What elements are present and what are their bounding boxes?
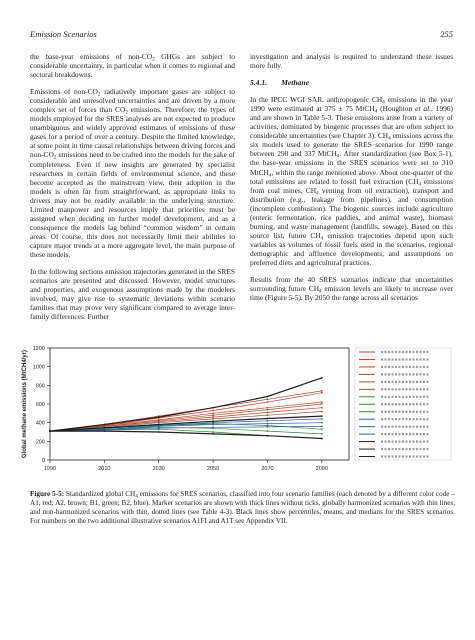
paragraph xyxy=(30,267,235,321)
subscript: 4 xyxy=(418,181,422,188)
text-run: . After standardization (see Box 5-1), the base-year emissions in the SRES scenarios were set to 310 MtCH xyxy=(250,149,453,177)
data-point xyxy=(267,430,269,432)
subscript: 4 xyxy=(382,99,385,106)
data-point xyxy=(267,423,269,425)
data-point xyxy=(321,390,323,392)
subscript: 2 xyxy=(125,109,128,116)
subscript: 4 xyxy=(135,493,138,500)
y-tick-label: 1200 xyxy=(32,346,45,352)
data-point xyxy=(267,414,269,416)
data-point xyxy=(321,418,323,420)
data-point xyxy=(267,418,269,420)
data-point xyxy=(212,420,214,422)
data-point xyxy=(103,427,105,429)
subscript: 4 xyxy=(374,108,378,115)
data-point xyxy=(49,430,51,432)
page-number: 255 xyxy=(440,29,453,39)
data-point xyxy=(212,418,214,420)
data-point xyxy=(321,403,323,405)
data-point xyxy=(321,392,323,394)
x-tick-label: 2050 xyxy=(206,466,220,472)
data-point xyxy=(267,409,269,411)
data-point xyxy=(267,420,269,422)
paragraph xyxy=(30,87,235,259)
data-point xyxy=(103,430,105,432)
data-point xyxy=(158,431,160,433)
text-run: emissions from coal mines, CH xyxy=(250,176,453,195)
y-tick-label: 1000 xyxy=(32,364,45,371)
caption-text: emissions for SRES scenarios, classified into four scenario families (each denoted by a different color code – A1, red; A2, brown; B1, green; B2, blue). Marker scenarios are shown with thick lines without ticks, globally harmonized scenarios with thin lines, and non-harmonized scenarios with thin, dotted lines (see Table 4-3). Black lines show percentiles, means, and medians for the SRES scenarios. For numbers on the two additional illustrative scenarios A1FI and A1T see Appendix VII. xyxy=(30,490,455,525)
data-point xyxy=(321,428,323,430)
data-point xyxy=(267,435,269,437)
data-point xyxy=(267,426,269,428)
x-tick-label: 1990 xyxy=(43,466,57,472)
data-point xyxy=(267,407,269,409)
text-run: (Houghton xyxy=(377,104,416,114)
data-point xyxy=(158,416,160,418)
data-point xyxy=(321,422,323,424)
y-tick-label: 600 xyxy=(35,402,45,408)
subscript: 4 xyxy=(319,288,322,295)
text-run: In the IPCC WGI SAR, anthropogenic CH xyxy=(250,95,383,105)
text-run: , within the range mentioned above. About one-quarter of the total emissions are related to fossil fuel extraction (CH xyxy=(250,167,453,186)
text-run-italic: et al. xyxy=(415,104,431,114)
paragraph xyxy=(250,95,453,267)
paragraph xyxy=(250,275,453,302)
data-point xyxy=(212,426,214,428)
text-run: radiatively important gases are subject to considerable and unresolved uncertainties and are driven by a more complex set of forces than CO xyxy=(30,87,235,115)
text-run: , 1996) and are shown in Table 5-3. These emissions arise from a variety of activities, dominated by biogenic processes that are often subject to considerable uncertainties (see Chapter 3). CH xyxy=(250,104,453,141)
data-point xyxy=(321,426,323,428)
subscript: 4 xyxy=(388,135,391,142)
data-point xyxy=(321,377,323,379)
data-point xyxy=(321,415,323,417)
x-tick-label: 2070 xyxy=(261,466,274,472)
running-title: Emission Scenarios xyxy=(30,29,97,39)
data-point xyxy=(321,411,323,413)
text-run: Emissions of non-CO xyxy=(30,87,98,97)
section-heading xyxy=(250,78,453,87)
data-point xyxy=(212,416,214,418)
section-title: Methane xyxy=(281,78,309,88)
data-point xyxy=(212,431,214,433)
chart-svg xyxy=(14,342,459,480)
data-point xyxy=(212,410,214,412)
data-point xyxy=(212,433,214,435)
methane-emissions-chart xyxy=(14,342,459,480)
data-point xyxy=(158,420,160,422)
text-run: emissions across the six models used to generate the SRES scenarios for 1990 range between 298 and 337 MtCH xyxy=(250,131,453,159)
data-point xyxy=(321,401,323,403)
data-point xyxy=(103,424,105,426)
y-tick-label: 0 xyxy=(41,458,45,464)
data-point xyxy=(321,407,323,409)
data-point xyxy=(212,414,214,416)
text-run: In the following sections emission trajectories generated in the SRES scenarios are presented and discussed. However, model structures and properties, and exogenous assumptions made by the modelers involved, may give rise to systematic deviations within scenario families that may prove very significant compared to average inter-family differences. Further xyxy=(30,267,235,322)
x-tick-label: 2090 xyxy=(315,466,328,472)
x-tick-label: 2010 xyxy=(98,466,111,472)
text-run: emissions need to be crafted into the models for the sake of completeness. Even if new insights are generated by specialist researchers in certain fields of environmental science, and these become accepted as the mainstream view, their adoption in the models is often far from straightforward, as appropriate links to drivers may not be readily available in the underlying structure. Limited manpower and resources imply that priorities must be assigned when deciding on further model development, and as a consequence the models lag behind “common wisdom” in certain areas. Of course, this does not necessarily limit their abilities to capture major trends at a more aggregate level, the main purpose of these models. xyxy=(30,150,235,259)
data-point xyxy=(212,424,214,426)
data-point xyxy=(267,412,269,414)
subscript: 4 xyxy=(336,153,340,160)
y-axis-label: Global methane emissions (MtCH4/yr) xyxy=(22,349,28,459)
series-line xyxy=(50,431,322,438)
paragraph xyxy=(30,52,235,79)
subscript: 4 xyxy=(268,172,272,179)
data-point xyxy=(212,407,214,409)
page-header xyxy=(30,29,453,41)
data-point xyxy=(321,433,323,435)
text-run: the base-year emissions of non-CO xyxy=(30,52,153,61)
data-point xyxy=(321,438,323,440)
y-tick-label: 200 xyxy=(35,439,45,446)
data-point xyxy=(212,412,214,414)
y-tick-label: 800 xyxy=(35,383,45,390)
text-run: Results from the 40 SRES scenarios indicate that uncertainties surrounding future CH xyxy=(250,275,453,294)
x-tick-label: 2030 xyxy=(152,466,165,472)
caption-label: Figure 5-5: xyxy=(30,490,65,498)
text-run: GHGs are subject to considerable uncertainty, in particular when it comes to regional and sectoral breakdowns. xyxy=(30,52,235,80)
text-run: investigation and analysis is required to understand these issues more fully. xyxy=(250,52,453,71)
data-point xyxy=(267,398,269,400)
subscript: 4 xyxy=(316,190,319,197)
paragraph xyxy=(250,52,453,70)
data-point xyxy=(158,424,160,426)
text-run: emission levels are likely to increase over time (Figure 5-5). By 2050 the range across all scenarios xyxy=(250,284,453,303)
text-run: emissions. Therefore, the types of models employed for the SRES analyses are not expected to produce unambiguous and widely approved estimates of emissions of these gases for a period of over a century. Despite the limited knowledge, at some point in time causal relationships between driving forces and non-CO xyxy=(30,105,235,160)
right-column xyxy=(250,52,453,310)
data-point xyxy=(158,427,160,429)
figure-caption xyxy=(30,490,455,526)
subscript: 2 xyxy=(152,56,155,63)
text-run: venting from oil extraction), transport and distribution (e.g., leakage from pipelines), and consumption (incomplete combustion). The biogenic sources include agriculture (enteric fermentation, rice paddies, and animal waste), biomass burning, and waste management (landfills, sewage). Based on this source list, future CH xyxy=(250,185,453,240)
section-number: 5.4.1. xyxy=(250,78,268,88)
y-tick-label: 400 xyxy=(35,420,45,427)
text-run: emissions in the year 1990 were estimated at 375 ± 75 MtCH xyxy=(250,95,453,114)
subscript: 2 xyxy=(97,91,101,98)
left-column xyxy=(30,52,235,329)
subscript: 2 xyxy=(53,154,57,161)
data-point xyxy=(267,401,269,403)
data-point xyxy=(158,426,160,428)
text-run: emission trajectories depend upon such variables as volumes of fossil fuels used in the scenarios, regional demographic and affluence developments, and assumptions on preferred diets and agricultural practices. xyxy=(250,230,453,267)
data-point xyxy=(267,396,269,398)
subscript: 4 xyxy=(320,235,324,242)
caption-text: Standardized global CH xyxy=(64,490,136,498)
data-point xyxy=(158,422,160,424)
